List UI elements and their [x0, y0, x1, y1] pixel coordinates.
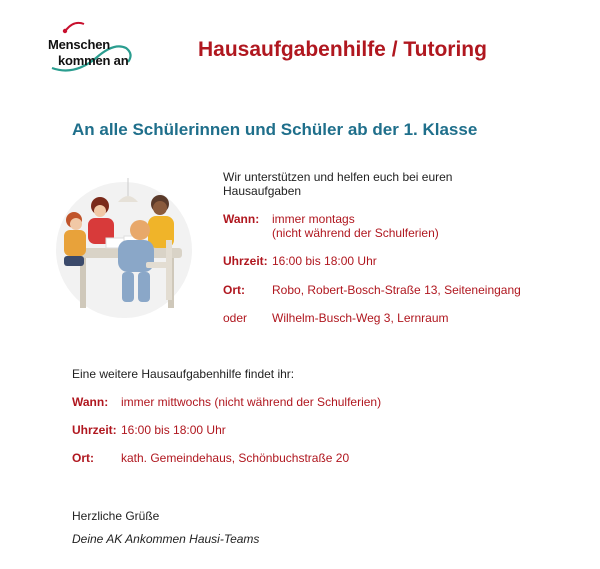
closing-signature: Deine AK Ankommen Hausi-Teams — [72, 532, 260, 546]
logo-text-line2: kommen an — [58, 53, 129, 68]
oder-label: oder — [223, 311, 248, 325]
logo — [44, 18, 144, 74]
oder-value: Wilhelm-Busch-Weg 3, Lernraum — [272, 311, 449, 325]
ort-label: Ort: — [223, 283, 245, 297]
intro-line-2: Hausaufgaben — [223, 184, 302, 198]
uhrzeit-label: Uhrzeit: — [223, 254, 268, 268]
second-uhrzeit-label: Uhrzeit: — [72, 423, 117, 437]
second-ort-label: Ort: — [72, 451, 94, 465]
second-wann-value: immer mittwochs (nicht während der Schulferien) — [121, 395, 382, 409]
second-uhrzeit-value: 16:00 bis 18:00 Uhr — [121, 423, 226, 437]
second-ort-value: kath. Gemeindehaus, Schönbuchstraße 20 — [121, 451, 350, 465]
second-wann-label: Wann: — [72, 395, 109, 409]
wann-label: Wann: — [223, 212, 260, 226]
page-title: Hausaufgabenhilfe / Tutoring — [198, 38, 487, 61]
children-studying-illustration — [50, 178, 198, 320]
ort-value: Robo, Robert-Bosch-Straße 13, Seiteneingang — [272, 283, 521, 297]
page-subtitle: An alle Schülerinnen und Schüler ab der 1. Klasse — [72, 120, 478, 139]
logo-text-line1: Menschen — [48, 37, 110, 52]
uhrzeit-value: 16:00 bis 18:00 Uhr — [272, 254, 377, 268]
second-intro: Eine weitere Hausaufgabenhilfe findet ihr: — [72, 367, 295, 381]
wann-value: immer montags — [272, 212, 355, 226]
closing-greeting: Herzliche Grüße — [72, 509, 160, 523]
wann-note: (nicht während der Schulferien) — [272, 226, 439, 240]
intro-line-1: Wir unterstützen und helfen euch bei euren — [223, 170, 453, 184]
